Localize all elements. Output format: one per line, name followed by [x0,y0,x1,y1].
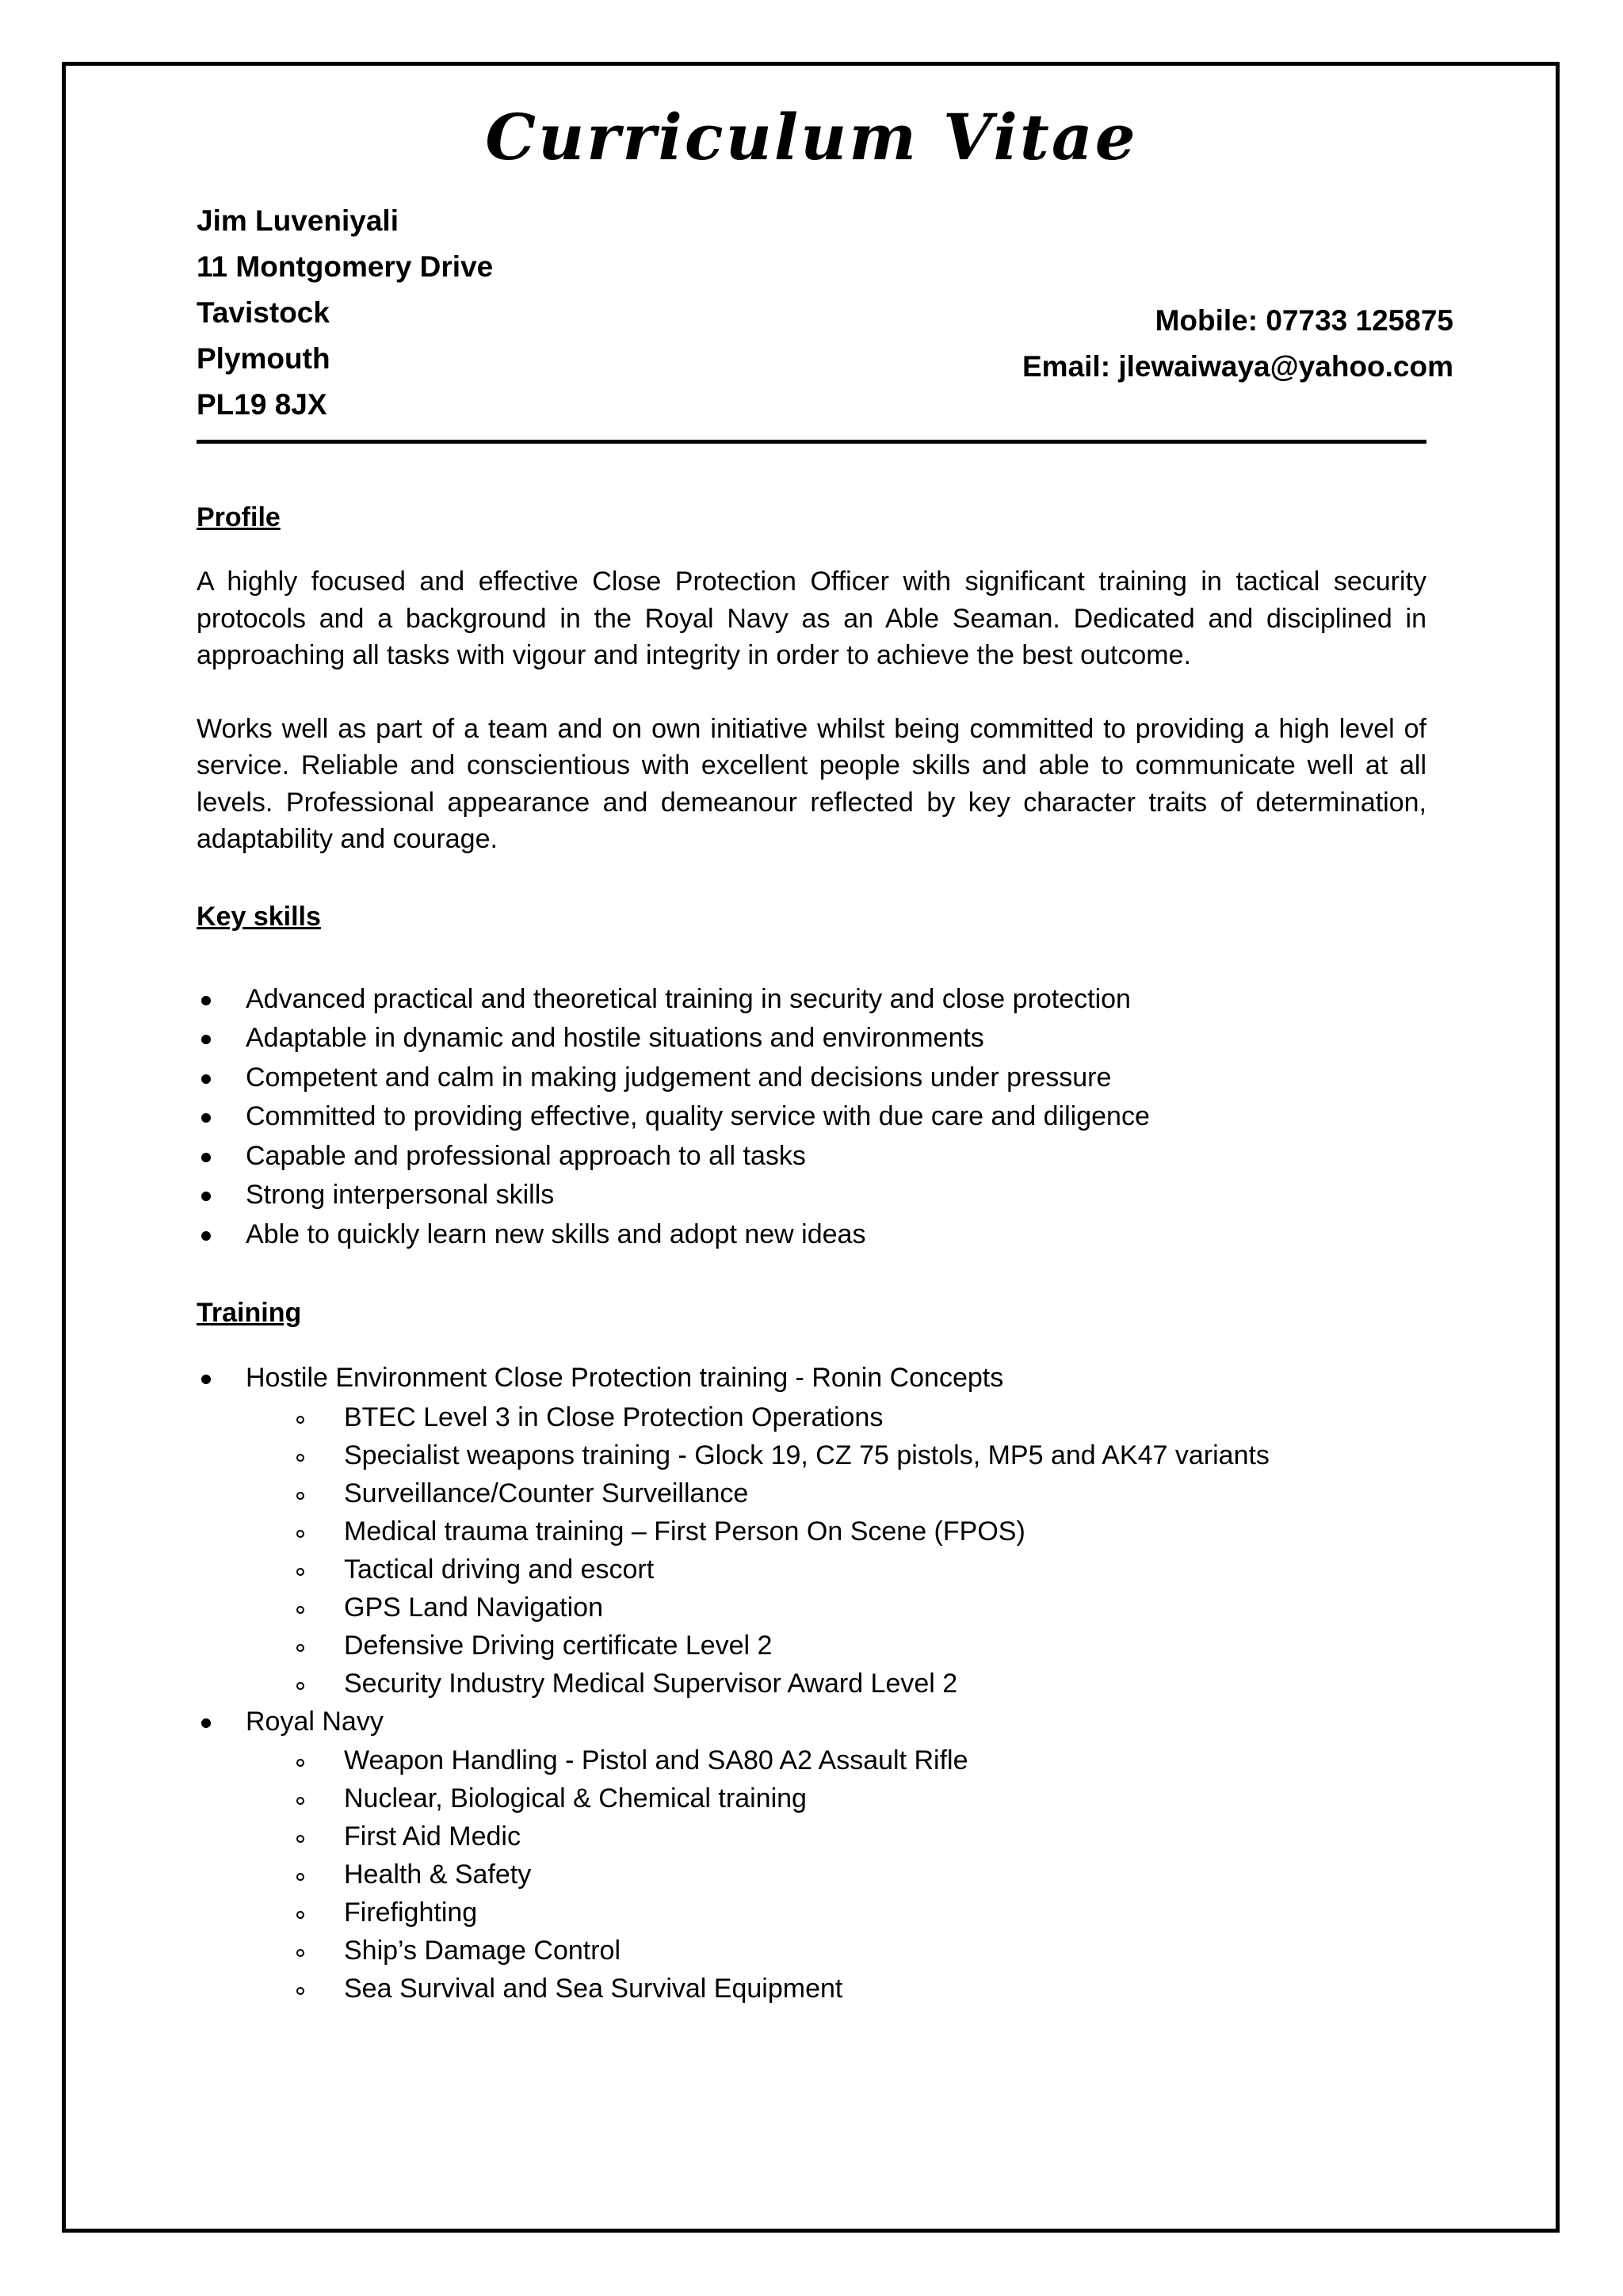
cv-body [197,495,1426,2008]
key-skills-list [197,980,1426,1255]
header-divider [197,440,1426,444]
circle-bullet-icon [296,1492,304,1500]
spacer [197,1335,1426,1359]
skill-text: Capable and professional approach to all tasks [246,1140,806,1171]
bullet-icon [201,1153,211,1162]
list-item [197,1215,1426,1255]
list-item [197,980,1426,1020]
circle-bullet-icon [296,1530,304,1538]
list-item [197,1932,1426,1970]
training-item: Health & Safety [344,1859,532,1890]
training-group-label: Royal Navy [246,1706,384,1737]
address-town: Tavistock [197,296,330,329]
circle-bullet-icon [296,1949,304,1957]
spacer [197,939,1426,980]
list-item [197,1058,1426,1098]
list-item [197,1176,1426,1215]
list-item [197,1894,1426,1932]
bullet-icon [201,1035,211,1044]
training-group-label: Hostile Environment Close Protection training - Ronin Concepts [246,1363,1004,1393]
bullet-icon [201,996,211,1005]
list-item [197,1019,1426,1058]
circle-bullet-icon [296,1682,304,1690]
list-item [197,1817,1426,1855]
circle-bullet-icon [296,1987,304,1995]
list-item [197,1512,1426,1550]
training-item: GPS Land Navigation [344,1592,603,1623]
bullet-icon [201,1113,211,1123]
list-item [197,1137,1426,1177]
training-item: Firefighting [344,1897,478,1928]
profile-paragraph-1: A highly focused and effective Close Protection Officer with significant training in tactical security protocols and a background in the Royal Navy as an Able Seaman. Dedicated and disciplined in approaching all tasks with vigour and integrity in order to achieve the best outcome. [197,566,1426,670]
cv-title: Curriculum Vitae [485,100,1138,174]
mobile-number: Mobile: 07733 125875 [1155,304,1453,337]
training-item: Ship’s Damage Control [344,1936,621,1966]
spacer [197,858,1426,894]
training-item: Sea Survival and Sea Survival Equipment [344,1974,843,2004]
training-item: Specialist weapons training - Glock 19, CZ 75 pistols, MP5 and AK47 variants [344,1440,1270,1470]
training-item: Surveillance/Counter Surveillance [344,1478,749,1508]
circle-bullet-icon [296,1454,304,1462]
circle-bullet-icon [296,1835,304,1843]
circle-bullet-icon [296,1873,304,1881]
spacer [197,540,1426,563]
list-item [197,1398,1426,1436]
bullet-icon [201,1231,211,1241]
spacer [197,674,1426,711]
list-item [197,1779,1426,1817]
training-list [197,1359,1426,1398]
list-item [197,1970,1426,2008]
bullet-icon [201,1718,211,1728]
training-item: First Aid Medic [344,1821,521,1852]
address-street: 11 Montgomery Drive [197,250,494,283]
circle-bullet-icon [296,1416,304,1424]
circle-bullet-icon [296,1759,304,1767]
training-item: Defensive Driving certificate Level 2 [344,1630,773,1661]
training-item: Security Industry Medical Supervisor Award Level 2 [344,1668,958,1699]
address-city: Plymouth [197,342,330,375]
training-item: Weapon Handling - Pistol and SA80 A2 Assault Rifle [344,1745,968,1775]
skill-text: Advanced practical and theoretical training in security and close protection [246,983,1131,1014]
key-skills-heading: Key skills [197,901,321,932]
skill-text: Strong interpersonal skills [246,1180,555,1210]
contact-block [1022,298,1453,390]
bullet-icon [201,1192,211,1201]
circle-bullet-icon [296,1797,304,1805]
training-heading: Training [197,1298,302,1328]
address-postcode: PL19 8JX [197,388,327,421]
training-item: BTEC Level 3 in Close Protection Operations [344,1402,884,1432]
training-group [197,1703,1426,1742]
address-block [197,198,493,428]
training-item: Medical trauma training – First Person On Scene (FPOS) [344,1516,1025,1547]
training-sublist-navy [197,1741,1426,2008]
skill-text: Competent and calm in making judgement and decisions under pressure [246,1062,1112,1093]
spacer [197,1254,1426,1291]
list-item [197,1097,1426,1137]
list-item [197,1474,1426,1512]
list-item [197,1741,1426,1779]
circle-bullet-icon [296,1606,304,1614]
email-address[interactable]: Email: jlewaiwaya@yahoo.com [1022,350,1453,383]
candidate-name: Jim Luveniyali [197,204,399,237]
list-item [197,1665,1426,1703]
bullet-icon [201,1074,211,1084]
skill-text: Able to quickly learn new skills and adopt new ideas [246,1219,866,1249]
list-item [197,1589,1426,1627]
profile-heading: Profile [197,502,281,532]
training-group [197,1359,1426,1398]
circle-bullet-icon [296,1911,304,1919]
training-sublist-ronin [197,1398,1426,1703]
list-item [197,1627,1426,1665]
list-item [197,1550,1426,1589]
list-item [197,1855,1426,1894]
list-item [197,1436,1426,1474]
training-item: Nuclear, Biological & Chemical training [344,1783,807,1814]
skill-text: Committed to providing effective, quality service with due care and diligence [246,1101,1150,1131]
training-item: Tactical driving and escort [344,1554,655,1585]
circle-bullet-icon [296,1568,304,1576]
skill-text: Adaptable in dynamic and hostile situations and environments [246,1023,984,1053]
training-list-navy [197,1703,1426,1742]
bullet-icon [201,1375,211,1384]
circle-bullet-icon [296,1644,304,1652]
profile-paragraph-2: Works well as part of a team and on own initiative whilst being committed to providing a high level of service. Reliable and conscientious with excellent people skills and able to communicate well at all levels. Professional appearance and demeanour reflected by key character traits of determination, adaptability and courage. [197,713,1426,854]
